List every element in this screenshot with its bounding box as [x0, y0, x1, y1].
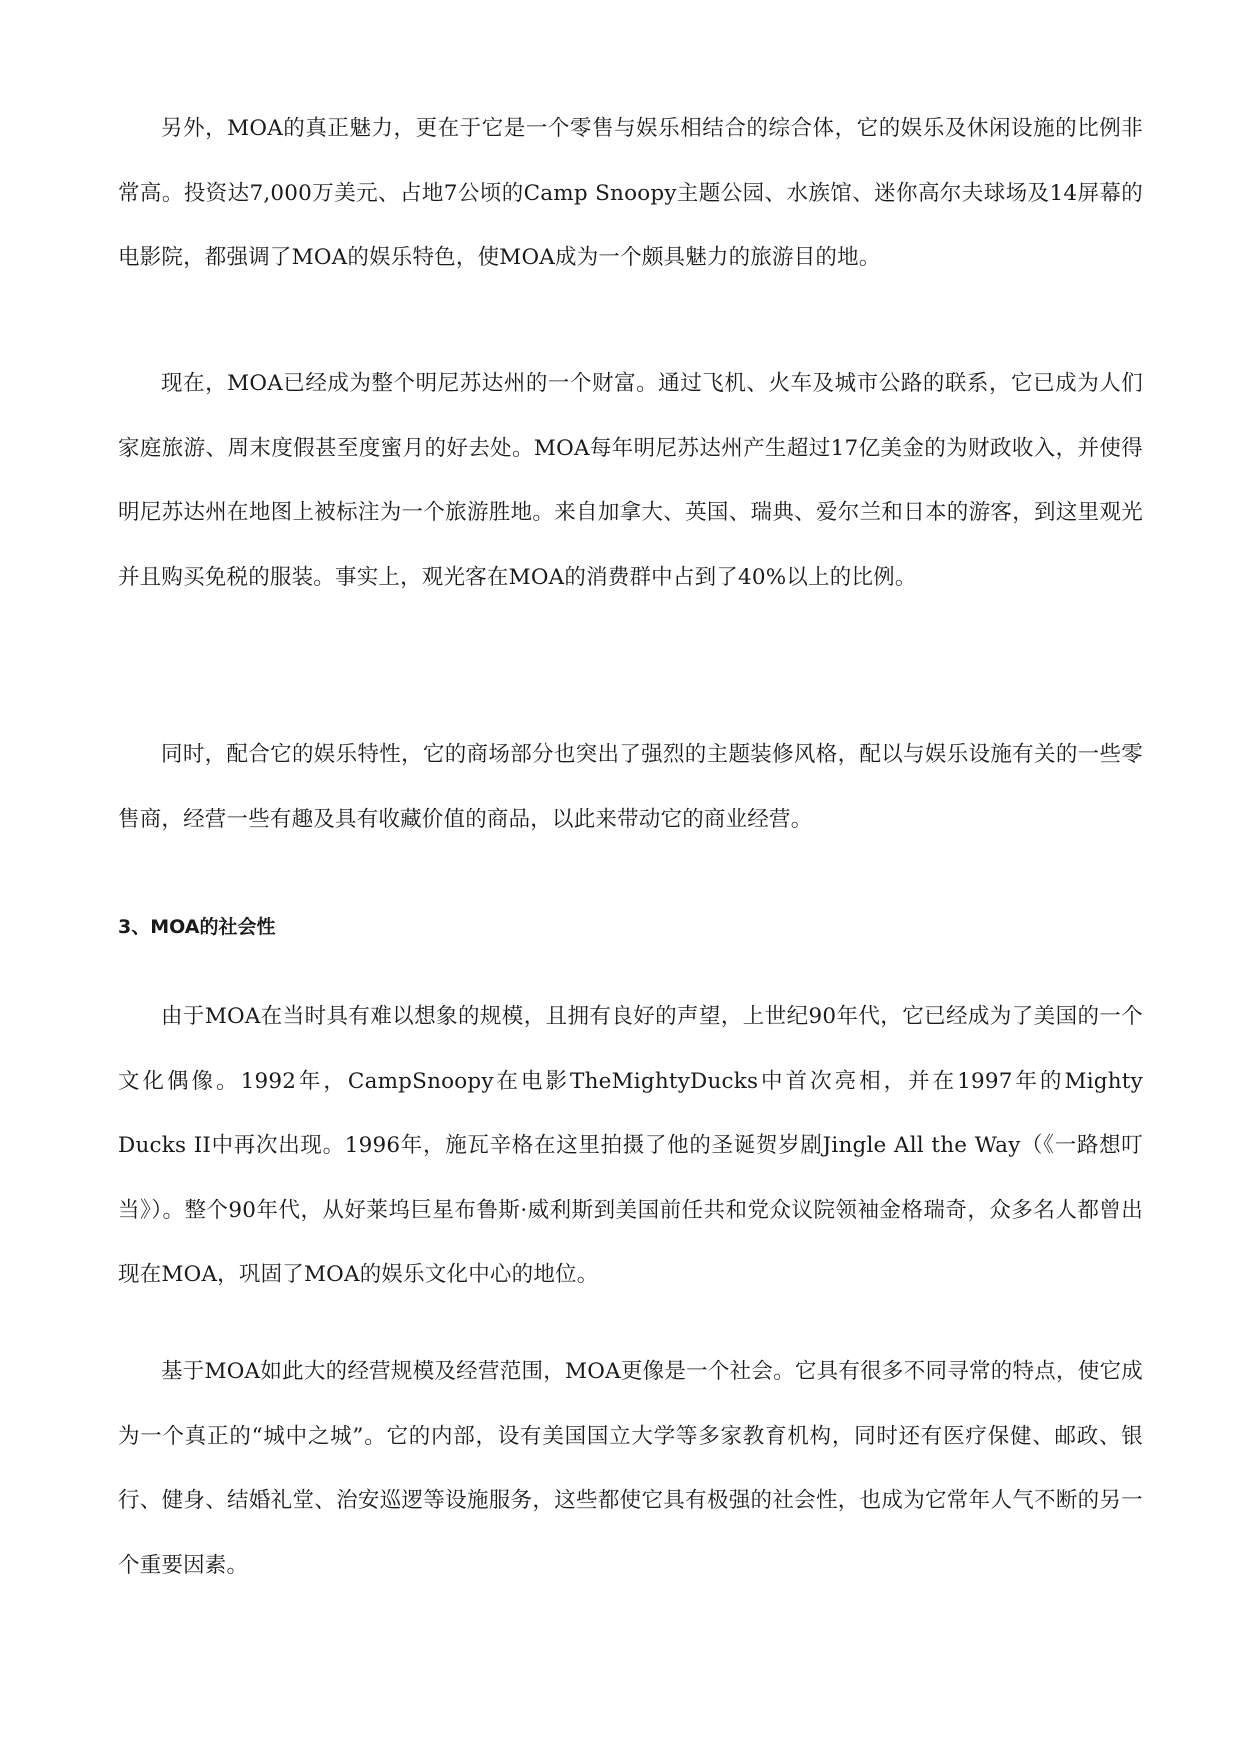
paragraph-cultural-icon: 由于MOA在当时具有难以想象的规模，且拥有良好的声望，上世纪90年代，它已经成为了美国的一个文化偶像。1992年，CampSnoopy在电影TheMightyDucks中首次亮相，并在1997年的Mighty Ducks II中再次出现。1996年，施瓦辛格在这里拍摄了他的圣诞贺岁剧Jingle All the Way（《一路想叮当》）。整个90年代，从好莱坞巨星布鲁斯·威利斯到美国前任共和党众议院领袖金格瑞奇，众多名人都曾出现在MOA，巩固了MOA的娱乐文化中心的地位。	[118, 1004, 1143, 1287]
paragraph-theme-retail: 同时，配合它的娱乐特性，它的商场部分也突出了强烈的主题装修风格，配以与娱乐设施有关的一些零售商，经营一些有趣及具有收藏价值的商品，以此来带动它的商业经营。	[118, 742, 1143, 832]
document-page	[118, 0, 1143, 1754]
paragraph-city-within-city: 基于MOA如此大的经营规模及经营范围，MOA更像是一个社会。它具有很多不同寻常的特点，使它成为一个真正的“城中之城”。它的内部，设有美国国立大学等多家教育机构，同时还有医疗保健、邮政、银行、健身、结婚礼堂、治安巡逻等设施服务，这些都使它具有极强的社会性，也成为它常年人气不断的另一个重要因素。	[118, 1359, 1143, 1578]
paragraph-entertainment-facilities: 另外，MOA的真正魅力，更在于它是一个零售与娱乐相结合的综合体，它的娱乐及休闲设施的比例非常高。投资达7,000万美元、占地7公顷的Camp Snoopy主题公园、水族馆、迷你高尔夫球场及14屏幕的电影院，都强调了MOA的娱乐特色，使MOA成为一个颇具魅力的旅游目的地。	[118, 116, 1143, 270]
section-heading: 3、MOA的社会性	[118, 916, 276, 938]
paragraph-tourism-wealth: 现在，MOA已经成为整个明尼苏达州的一个财富。通过飞机、火车及城市公路的联系，它已成为人们家庭旅游、周末度假甚至度蜜月的好去处。MOA每年明尼苏达州产生超过17亿美金的为财政收入，并使得明尼苏达州在地图上被标注为一个旅游胜地。来自加拿大、英国、瑞典、爱尔兰和日本的游客，到这里观光并且购买免税的服装。事实上，观光客在MOA的消费群中占到了40%以上的比例。	[118, 371, 1143, 590]
